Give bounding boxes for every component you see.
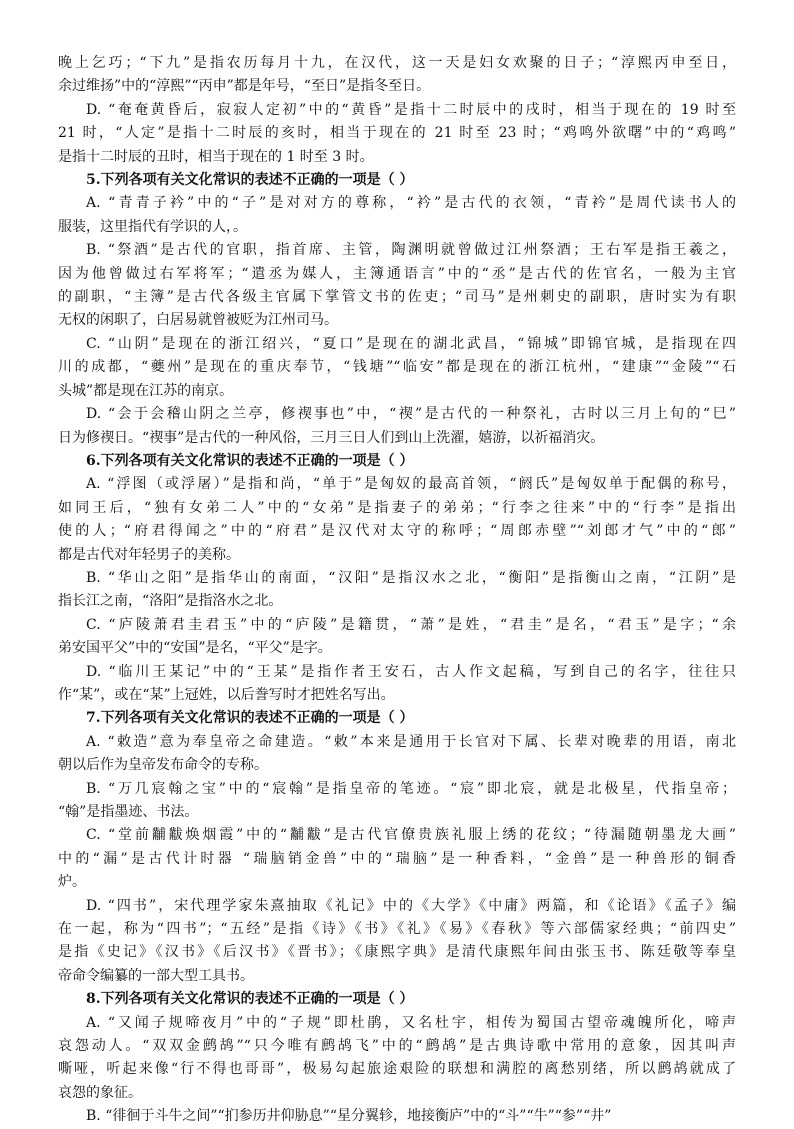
answer-option — [58, 403, 736, 450]
answer-option — [58, 778, 736, 825]
text-line: C. “堂前黼黻焕烟霞”中的“黼黻”是古代官僚贵族礼服上绣的花纹；“待漏随朝墨龙大画” — [86, 827, 736, 844]
text-line: 头城”都是现在江苏的南京。 — [58, 382, 234, 399]
text-line: 哀怨的象征。 — [58, 1084, 142, 1101]
text-line: 是指《史记》《汉书》《后汉书》《晋书》；《康熙字典》是清代康熙年间由张玉书、陈廷敬等奉皇 — [58, 944, 736, 961]
answer-option — [58, 1105, 736, 1128]
text-line: 帝命令编纂的一部大型工具书。 — [58, 967, 254, 984]
text-line: D. “临川王某记”中的“王某”是指作者王安石，古人作文起稿，写到自己的名字，往往只 — [86, 663, 736, 680]
text-line: A. “敕造”意为奉皇帝之命建造。“敕”本来是通用于长官对下属、长辈对晚辈的用语，南北 — [86, 733, 736, 750]
answer-option — [58, 192, 736, 239]
text-line: 无权的闲职了，白居易就曾被贬为江州司马。 — [58, 312, 338, 329]
text-line: C. “庐陵萧君圭君玉”中的“庐陵”是籍贯，“萧”是姓，“君圭”是名，“君玉”是字；“余 — [86, 616, 736, 633]
text-line: 日为修禊日。“禊事”是古代的一种风俗，三月三日人们到山上洗濯，嬉游，以祈福消灾。 — [58, 429, 605, 446]
text-line: A. “又闻子规啼夜月”中的“子规”即杜鹃，又名杜宇，相传为蜀国古望帝魂魄所化，啼声 — [86, 1014, 736, 1031]
continued-paragraph — [58, 52, 736, 99]
text-line: B. “华山之阳”是指华山的南面，“汉阳”是指汉水之北，“衡阳”是指衡山之南，“江阴”是 — [86, 569, 736, 586]
text-line: B. “万几宸翰之宝”中的“宸翰”是指皇帝的笔迹。“宸”即北宸，就是北极星，代指皇帝； — [86, 780, 736, 797]
question-heading — [58, 707, 736, 730]
document-body — [58, 52, 736, 1129]
text-line: 中的“漏”是古代计时器 “瑞脑销金兽”中的“瑞脑”是一种香料，“金兽”是一种兽形的铜香 — [58, 850, 736, 867]
answer-option — [58, 99, 736, 169]
text-line: 作“某”，或在“某”上冠姓，以后誊写时才把姓名写出。 — [58, 686, 395, 703]
answer-option — [58, 661, 736, 708]
text-line: 因为他曾做过右军将军；“遣丞为媒人，主簿通语言”中的“丞”是古代的佐官名，一般为主官 — [58, 265, 736, 282]
text-line: 哀怨动人。“双双金鹧鸪”“只今唯有鹧鸪飞”中的“鹧鸪”是古典诗歌中常用的意象，因其叫声 — [58, 1038, 736, 1055]
question-heading — [58, 169, 736, 192]
answer-option — [58, 239, 736, 333]
question-text: 6.下列各项有关文化常识的表述不正确的一项是（ ） — [86, 452, 414, 469]
answer-option — [58, 333, 736, 403]
text-line: 指长江之南，“洛阳”是指洛水之北。 — [58, 593, 283, 610]
text-line: 是指十二时辰的丑时，相当于现在的 1 时至 3 时。 — [58, 148, 374, 165]
text-line: A. “青青子衿”中的“子”是对对方的尊称，“衿”是古代的衣领，“青衿”是周代读书人的 — [86, 195, 736, 212]
text-line: 朝以后作为皇帝发布命令的专称。 — [58, 757, 268, 774]
text-line: 嘶哑，听起来像“行不得也哥哥”，极易勾起旅途艰险的联想和满腔的离愁别绪，所以鹧鸪就成了 — [58, 1061, 736, 1078]
answer-option — [58, 824, 736, 894]
question-text: 8.下列各项有关文化常识的表述不正确的一项是（ ） — [86, 991, 414, 1008]
text-line: 炉。 — [58, 874, 86, 891]
text-line: 的副职，“主簿”是古代各级主官属下掌管文书的佐吏；“司马”是州刺史的副职，唐时实为有职 — [58, 289, 736, 306]
text-line: D. “奄奄黄昏后，寂寂人定初”中的“黄昏”是指十二时辰中的戌时，相当于现在的 19 时至 — [86, 101, 736, 118]
text-line: 弟安国平父”中的“安国”是名，“平父”是字。 — [58, 640, 332, 657]
answer-option — [58, 473, 736, 567]
text-line: B. “祭酒”是古代的官职，指首席、主管，陶渊明就曾做过江州祭酒；王右军是指王羲之， — [86, 242, 736, 259]
text-line: 晚上乞巧；“下九”是指农历每月十九，在汉代，这一天是妇女欢聚的日子；“淳熙丙申至日， — [58, 55, 736, 71]
question-heading — [58, 988, 736, 1011]
answer-option — [58, 567, 736, 614]
text-line: “翰”是指墨迹、书法。 — [58, 804, 199, 820]
text-line: 都是古代对年轻男子的美称。 — [58, 546, 240, 563]
question-text: 7.下列各项有关文化常识的表述不正确的一项是（ ） — [86, 710, 414, 727]
text-line: 使的人；“府君得闻之”中的“府君”是汉代对太守的称呼；“周郎赤壁”“刘郎才气”中的“郎” — [58, 523, 736, 540]
text-line: 服装，这里指代有学识的人，。 — [58, 218, 247, 235]
text-line: 21 时，“人定”是指十二时辰的亥时，相当于现在的 21 时至 23 时；“鸡鸣外欲曙”中的“鸡鸣” — [58, 125, 736, 142]
answer-option — [58, 1012, 736, 1106]
text-line: 在一起，称为“四书”；“五经”是指《诗》《书》《礼》《易》《春秋》等六部儒家经典；“前四史” — [58, 921, 736, 938]
text-line: A. “浮图（或浮屠）”是指和尚，“单于”是匈奴的最高首领，“阏氏”是匈奴单于配偶的称号， — [86, 476, 736, 493]
question-text: 5.下列各项有关文化常识的表述不正确的一项是（ ） — [86, 172, 414, 189]
text-line: D. “四书”，宋代理学家朱熹抽取《礼记》中的《大学》《中庸》两篇，和《论语》《孟子》编 — [86, 897, 736, 914]
answer-option — [58, 731, 736, 778]
answer-option — [58, 895, 736, 989]
text-line: 余过维扬”中的“淳熙”“丙申”都是年号，“至日”是指冬至日。 — [58, 78, 431, 95]
text-line: 川的成都，“夔州”是现在的重庆奉节，“钱塘”“临安”都是现在的浙江杭州，“建康”“金陵”“石 — [58, 359, 736, 376]
question-heading — [58, 450, 736, 473]
text-line: B. “徘徊于斗牛之间”“扪参历井仰胁息”“星分翼轸，地接衡庐”中的“斗”“牛”“参”“井” — [86, 1108, 612, 1125]
answer-option — [58, 614, 736, 661]
text-line: C. “山阴”是现在的浙江绍兴，“夏口”是现在的湖北武昌，“锦城”即锦官城，是指现在四 — [86, 335, 736, 352]
text-line: 如同王后，“独有女弟二人”中的“女弟”是指妻子的弟弟；“行李之往来”中的“行李”是指出 — [58, 499, 736, 516]
text-line: D. “会于会稽山阴之兰亭，修禊事也”中，“禊”是古代的一种祭礼，古时以三月上旬的“巳” — [86, 406, 736, 423]
